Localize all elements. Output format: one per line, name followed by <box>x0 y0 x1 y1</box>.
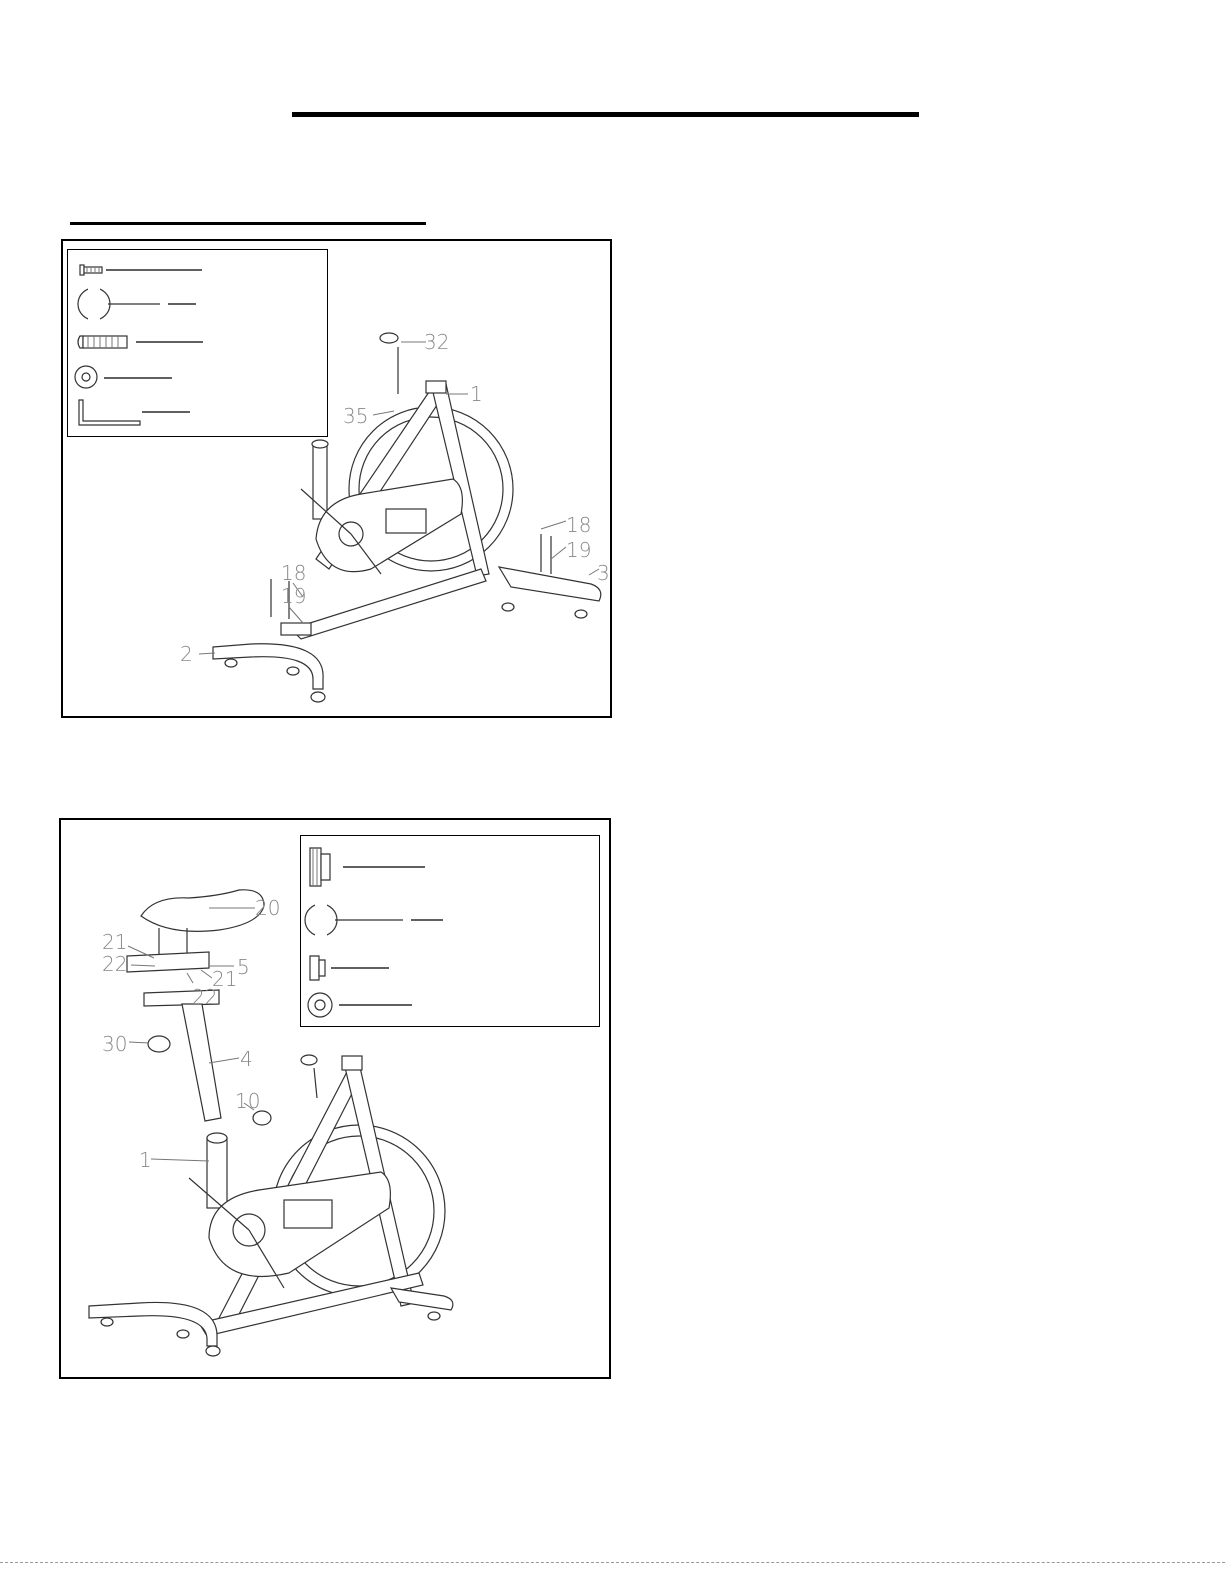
callout-4: 4 <box>240 1047 253 1071</box>
callout-5: 5 <box>237 955 250 979</box>
callout-22-left: 22 <box>102 952 128 976</box>
callout-22-right: 22 <box>192 985 218 1009</box>
title-rule <box>292 112 919 117</box>
callout-19-left: 19 <box>281 584 307 608</box>
page-bottom-rule <box>0 1562 1225 1563</box>
callout-21-right: 21 <box>212 967 238 991</box>
callout-3: 3 <box>597 561 610 585</box>
callout-18-left: 18 <box>281 561 307 585</box>
callout-21-left: 21 <box>102 930 128 954</box>
step-heading-rule <box>70 222 426 225</box>
callout-18-right: 18 <box>566 513 592 537</box>
callout-19-right: 19 <box>566 538 592 562</box>
bike-frame-drawing-2 <box>59 818 611 1379</box>
callout-10: 10 <box>235 1089 261 1113</box>
callout-20: 20 <box>255 896 281 920</box>
callout-2: 2 <box>180 642 193 666</box>
callout-30: 30 <box>102 1032 128 1056</box>
callout-1: 1 <box>139 1148 152 1172</box>
callout-32: 32 <box>424 330 450 354</box>
bike-frame-drawing-1 <box>61 239 612 718</box>
callout-35: 35 <box>343 404 369 428</box>
callout-1: 1 <box>470 382 483 406</box>
